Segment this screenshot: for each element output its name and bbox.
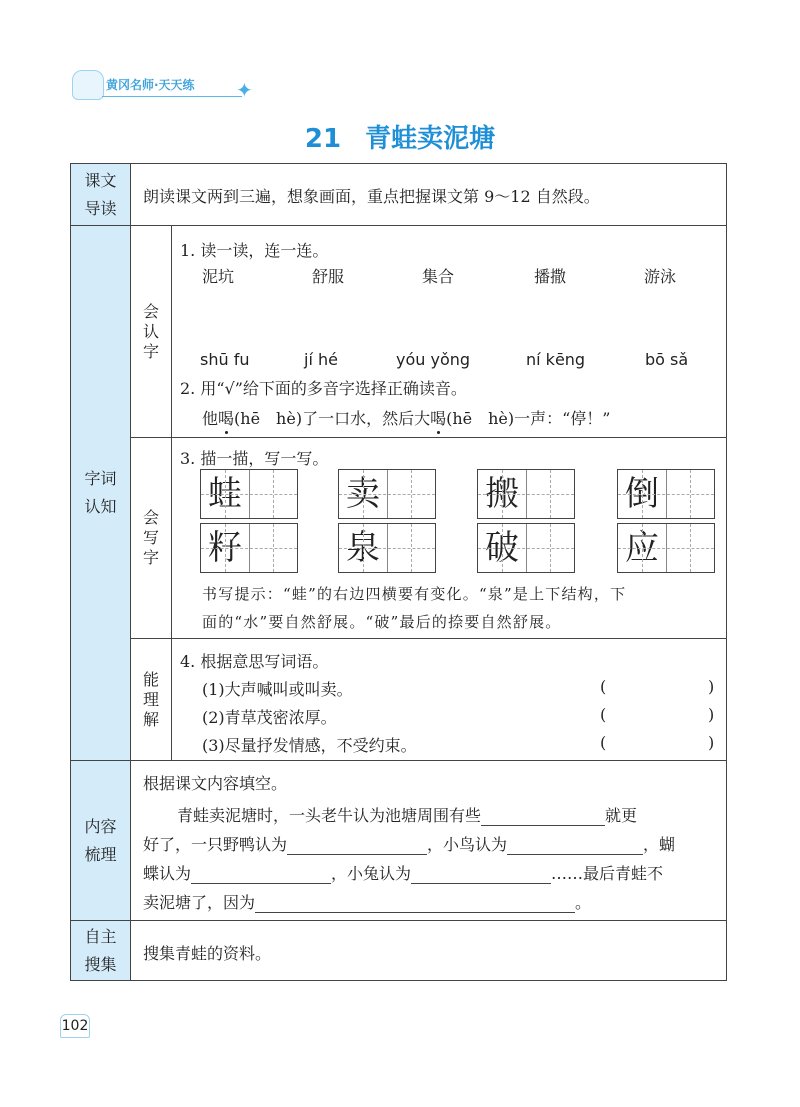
lesson-name: 青蛙卖泥塘 — [365, 124, 496, 154]
model-character: 蛙 — [208, 474, 242, 514]
text: (hē hè)一声：“停！” — [446, 409, 611, 428]
model-character: 破 — [485, 528, 519, 568]
question-1: 1. 读一读，连一连。 — [180, 241, 329, 260]
grid-guide — [225, 524, 226, 572]
grid-guide — [339, 494, 435, 495]
question-2: 2. 用“√”给下面的多音字选择正确读音。 — [180, 379, 467, 398]
pinyin: bō sǎ — [645, 350, 689, 369]
grid-guide — [550, 470, 551, 518]
grid-guide — [363, 470, 364, 518]
writing-grid[interactable] — [200, 523, 298, 573]
definition-item: (3)尽量抒发情感，不受约束。 — [202, 736, 417, 755]
target-char: 喝 — [218, 409, 235, 428]
page-number: 102 — [60, 1014, 90, 1038]
label-line: 认知 — [84, 497, 117, 516]
word: 舒服 — [312, 267, 345, 286]
blank[interactable] — [481, 809, 605, 826]
lesson-number: 21 — [304, 124, 342, 154]
definition-item: (2)青草茂密浓厚。 — [202, 708, 337, 727]
text: (hē hè)了一口水，然后大 — [234, 409, 431, 428]
label-line: 课文 — [84, 170, 117, 190]
brand-header — [72, 70, 252, 100]
text: ，小鸟认为 — [427, 835, 508, 854]
word: 播撒 — [534, 267, 567, 286]
answer-paren[interactable]: ) — [708, 705, 715, 724]
label-text: 会写字 — [143, 508, 160, 567]
brand-underline — [102, 96, 242, 97]
fill-line — [177, 803, 637, 826]
grid-guide — [411, 470, 412, 518]
collect-content — [130, 920, 727, 981]
text: 蝶认为 — [143, 864, 192, 883]
brand-text: 黄冈名师·天天练 — [106, 78, 195, 92]
answer-paren: ( — [600, 705, 607, 724]
model-character: 搬 — [485, 474, 519, 514]
pinyin: yóu yǒng — [396, 350, 471, 369]
grid-guide — [339, 548, 435, 549]
sparkle-icon: ✦ — [236, 78, 253, 102]
content-label — [70, 760, 131, 921]
understand-label — [130, 638, 172, 761]
fill-line — [143, 832, 675, 855]
blank[interactable] — [255, 896, 575, 913]
blank[interactable] — [191, 867, 331, 884]
model-character: 卖 — [346, 474, 380, 514]
label-text: 会认字 — [143, 301, 160, 361]
writing-tip: 面的“水”要自然舒展。“破”最后的捺要自然舒展。 — [202, 613, 562, 631]
content-section — [130, 760, 727, 921]
grid-guide — [478, 494, 574, 495]
grid-guide — [201, 548, 297, 549]
label-line: 梳理 — [84, 844, 117, 864]
grid-guide — [642, 524, 643, 572]
label-text: 能理解 — [143, 669, 160, 729]
answer-paren: ( — [600, 733, 607, 752]
grid-guide — [690, 524, 691, 572]
grid-guide — [618, 548, 714, 549]
label-line: 搜集 — [84, 954, 117, 974]
grid-guide — [642, 470, 643, 518]
word: 泥坑 — [202, 267, 235, 286]
writing-grid[interactable] — [477, 469, 575, 519]
answer-paren: ( — [600, 677, 607, 696]
writing-grid[interactable] — [200, 469, 298, 519]
model-character: 籽 — [208, 528, 242, 568]
definition-item: (1)大声喊叫或叫卖。 — [202, 680, 353, 699]
recognize-section — [171, 225, 727, 438]
target-char: 喝 — [430, 409, 447, 428]
text: 就更 — [605, 806, 638, 825]
model-character: 应 — [625, 528, 659, 568]
model-character: 倒 — [625, 474, 659, 514]
label-line: 导读 — [84, 198, 117, 218]
label-line: 自主 — [84, 926, 117, 946]
grid-guide — [225, 470, 226, 518]
writing-grid[interactable] — [338, 469, 436, 519]
grid-guide — [550, 524, 551, 572]
text: 卖泥塘了，因为 — [143, 893, 256, 912]
writing-tip: 书写提示：“蛙”的右边四横要有变化。“泉”是上下结构，下 — [202, 585, 627, 603]
word: 集合 — [422, 267, 455, 286]
text: 他 — [202, 409, 219, 428]
guide-content — [130, 163, 727, 226]
writing-grid[interactable] — [617, 469, 715, 519]
grid-guide — [411, 524, 412, 572]
grid-guide — [273, 524, 274, 572]
blank[interactable] — [507, 838, 643, 855]
collect-label — [70, 920, 131, 981]
question-3: 3. 描一描，写一写。 — [180, 449, 329, 468]
guide-label — [70, 163, 131, 226]
writing-grid[interactable] — [617, 523, 715, 573]
text: ，蝴 — [643, 835, 676, 854]
answer-paren[interactable]: ) — [708, 677, 715, 696]
text: 青蛙卖泥塘时，一头老牛认为池塘周围有些 — [177, 806, 482, 825]
grid-guide — [273, 470, 274, 518]
text: 好了，一只野鸭认为 — [143, 835, 288, 854]
grid-guide — [690, 470, 691, 518]
grid-guide — [478, 548, 574, 549]
label-line: 字词 — [84, 469, 117, 488]
write-section — [171, 437, 727, 639]
pinyin: ní kēng — [526, 350, 586, 369]
content-intro: 根据课文内容填空。 — [143, 774, 288, 793]
model-character: 泉 — [346, 528, 380, 568]
writing-grid[interactable] — [477, 523, 575, 573]
understand-section — [171, 638, 727, 761]
grid-guide — [618, 494, 714, 495]
grid-guide — [502, 524, 503, 572]
recognize-label — [130, 225, 172, 438]
text: ……最后青蛙不 — [551, 864, 664, 883]
label-line: 内容 — [84, 816, 117, 836]
writing-grid[interactable] — [338, 523, 436, 573]
collect-text: 搜集青蛙的资料。 — [143, 944, 272, 963]
write-label — [130, 437, 172, 639]
text: ，小兔认为 — [331, 864, 412, 883]
vocab-label — [70, 225, 131, 761]
lesson-title — [0, 118, 800, 155]
bear-logo-icon — [72, 70, 104, 100]
word: 游泳 — [644, 267, 677, 286]
grid-guide — [201, 494, 297, 495]
grid-guide — [502, 470, 503, 518]
pinyin: jí hé — [304, 350, 338, 369]
fill-line — [143, 861, 663, 884]
blank[interactable] — [287, 838, 427, 855]
pinyin: shū fu — [200, 350, 250, 369]
question-4: 4. 根据意思写词语。 — [180, 652, 329, 671]
question-2-sentence — [202, 406, 611, 429]
grid-guide — [363, 524, 364, 572]
answer-paren[interactable]: ) — [708, 733, 715, 752]
blank[interactable] — [411, 867, 551, 884]
text: 。 — [575, 893, 592, 912]
fill-line — [143, 890, 591, 913]
guide-text: 朗读课文两到三遍，想象画面，重点把握课文第 9～12 自然段。 — [143, 187, 600, 206]
